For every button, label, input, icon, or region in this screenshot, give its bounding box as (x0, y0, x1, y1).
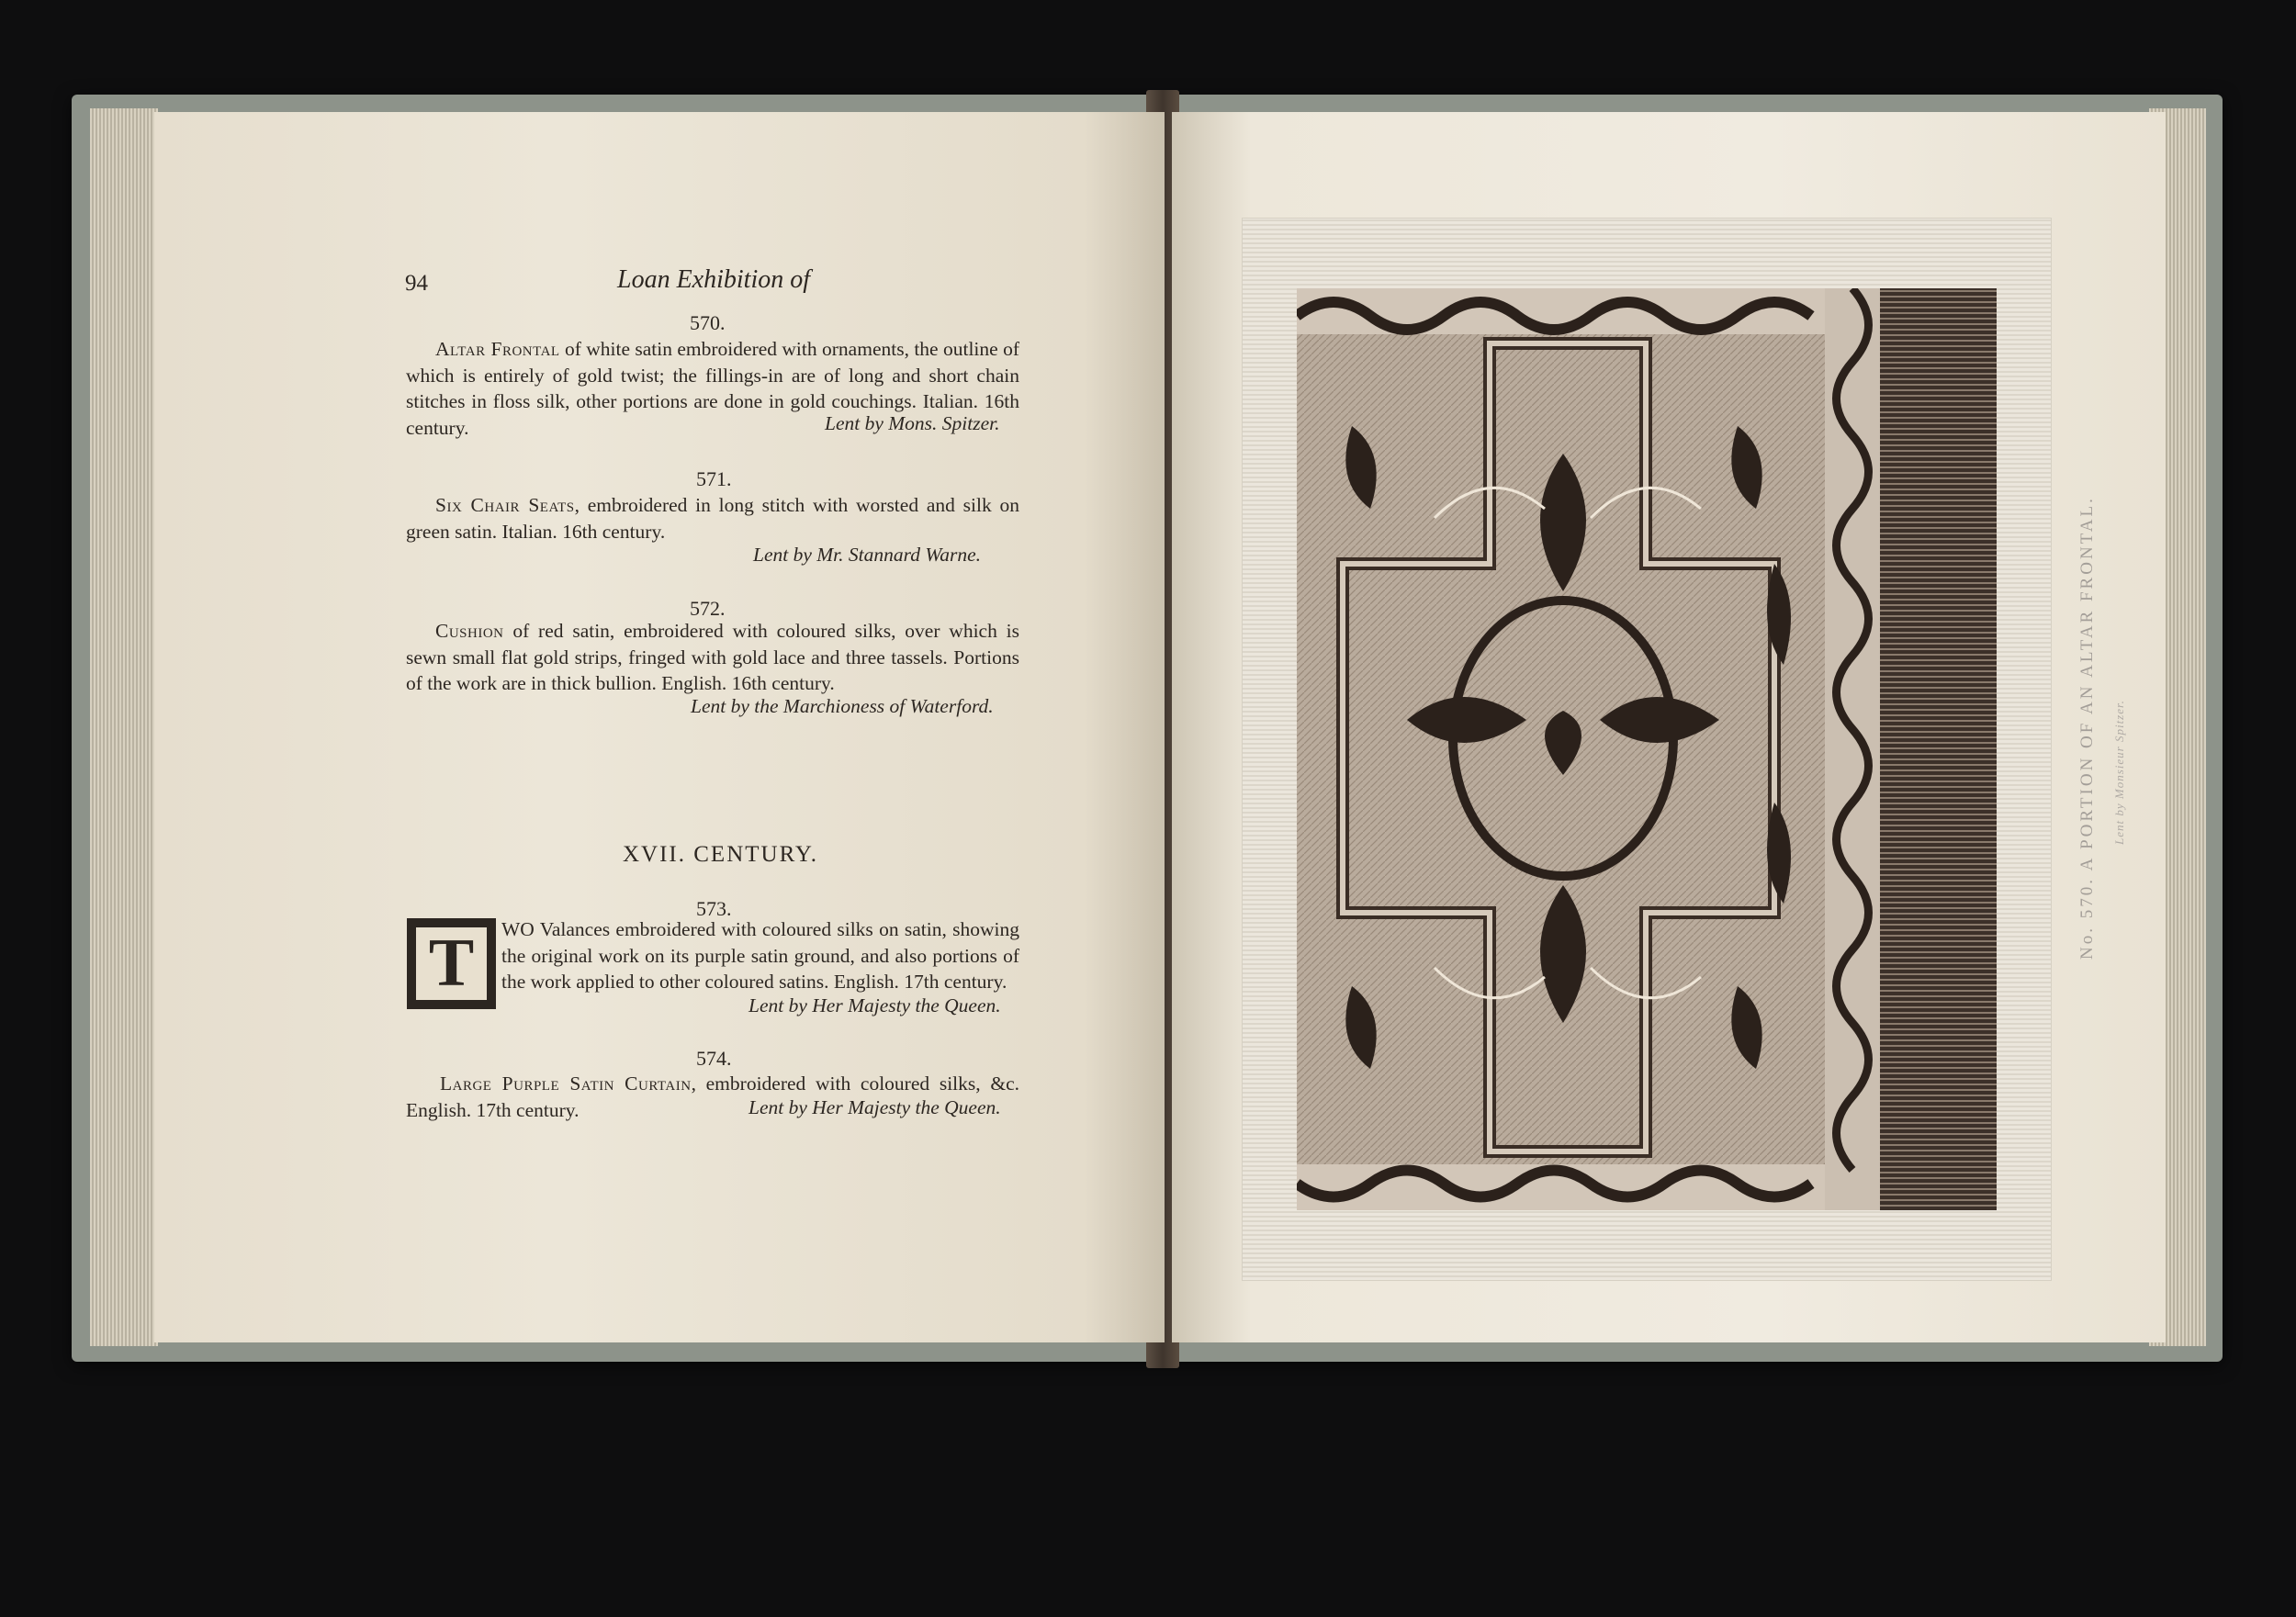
entry-body: of white satin embroidered with ornaments, the outline of which is entirely of gold twist; the fillings-in are of long and short chain stitches in floss silk, other portions are done in gold couchings. Italian. 16th century. (406, 338, 1019, 439)
entry-number: 570. (690, 311, 726, 334)
plate-caption: No. 570. A PORTION OF AN ALTAR FRONTAL. (2077, 496, 2097, 960)
entry-title: WO Valances (501, 918, 611, 940)
entry-title: Six Chair Seats (435, 494, 575, 516)
running-head: Loan Exhibition of (617, 265, 810, 294)
section-heading: XVII. CENTURY. (623, 842, 818, 867)
embroidery-photograph (1297, 288, 1997, 1210)
altar-frontal-image (1297, 288, 1997, 1210)
page-number: 94 (405, 271, 428, 296)
entry-body: , embroidered with coloured silks, &c. English. 17th century. (406, 1072, 1019, 1121)
drop-cap-ornament (407, 918, 496, 1009)
left-page (154, 112, 1165, 1342)
lender-credit: Lent by the Marchioness of Waterford. (691, 695, 994, 717)
entry-text (406, 492, 1019, 545)
drop-cap-letter: T (416, 927, 487, 1000)
entry-title: Large Purple Satin Curtain (440, 1072, 692, 1095)
entry-title: Altar Frontal (435, 338, 560, 360)
entry-body: of red satin, embroidered with coloured silks, over which is sewn small flat gold strips, fringed with gold lace and three tassels. Portions of the work are in thick bullion. English. 16th century. (406, 620, 1019, 694)
entry-title: Cushion (435, 620, 504, 642)
plate-credit: Lent by Monsieur Spitzer. (2112, 700, 2126, 845)
entry-body: , embroidered in long stitch with worsted and silk on green satin. Italian. 16th century. (406, 494, 1019, 543)
entry-number: 574. (696, 1047, 732, 1070)
page-edges-left (90, 108, 158, 1346)
entry-number: 571. (696, 467, 732, 490)
entry-text (501, 916, 1019, 995)
entry-text (406, 618, 1019, 697)
lender-credit: Lent by Her Majesty the Queen. (748, 994, 1001, 1016)
lender-credit: Lent by Mons. Spitzer. (825, 412, 1000, 434)
entry-number: 572. (690, 597, 726, 620)
lender-credit: Lent by Her Majesty the Queen. (748, 1096, 1001, 1118)
entry-body: embroidered with coloured silks on satin, showing the original work on its purple satin ground, and also portions of the work applied to other coloured satins. English. 17th century. (501, 918, 1019, 993)
lender-credit: Lent by Mr. Stannard Warne. (753, 544, 982, 566)
entry-number: 573. (696, 897, 732, 920)
